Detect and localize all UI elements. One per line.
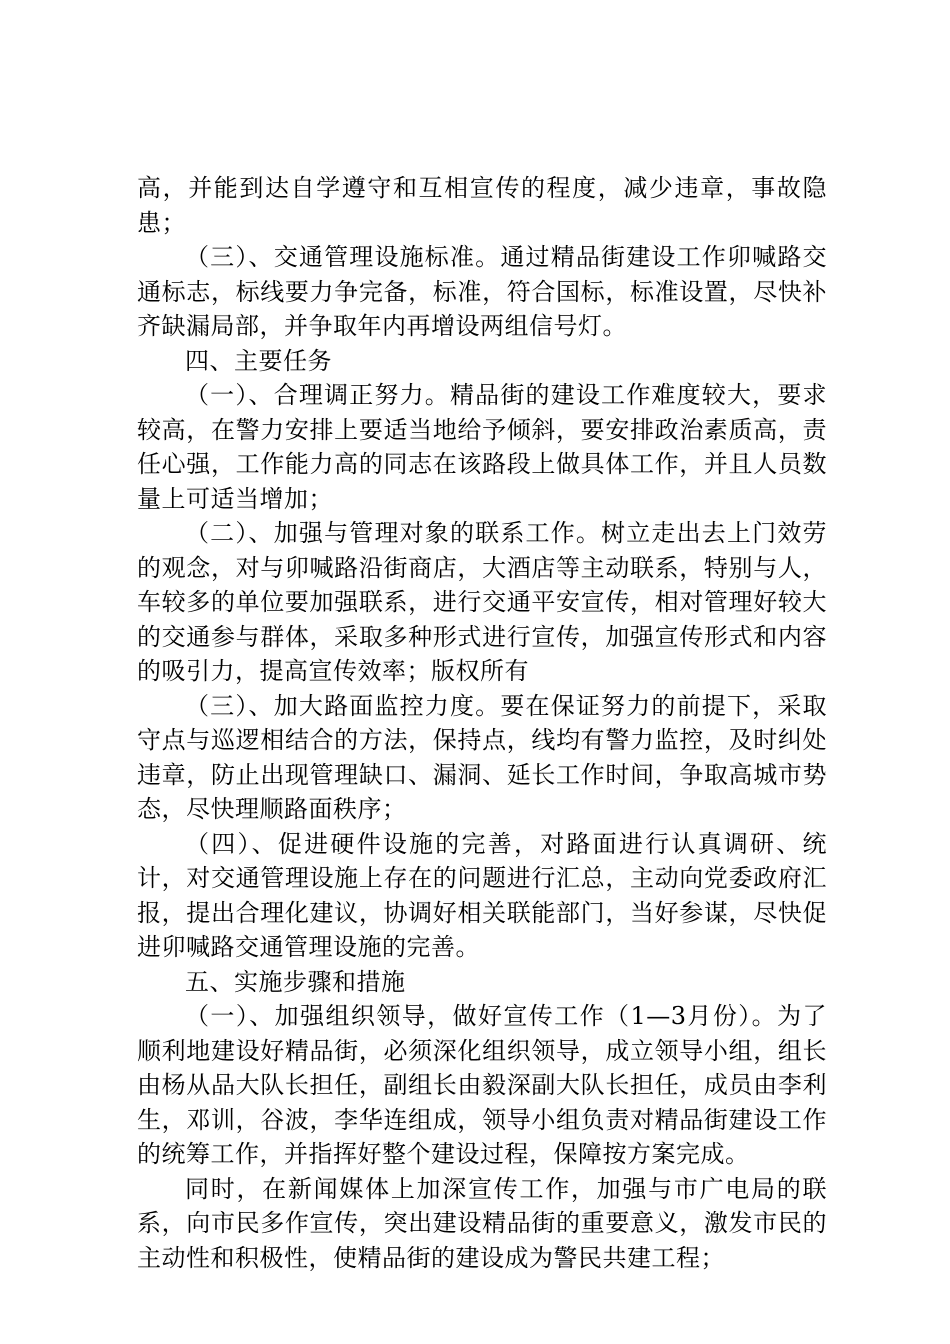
paragraph-task-1: （一）、合理调正努力。精品街的建设工作难度较大，要求较高，在警力安排上要适当地给予倾斜，要安排政治素质高，责任心强，工作能力高的同志在该路段上做具体工作，并且人员数量上可适当增加； — [137, 381, 827, 513]
document-body — [137, 171, 827, 1275]
paragraph-traffic-facility-standard: （三）、交通管理设施标准。通过精品街建设工作卯喊路交通标志，标线要力争完备，标准，符合国标，标准设置，尽快补齐缺漏局部，并争取年内再增设两组信号灯。 — [137, 243, 827, 340]
paragraph-task-3: （三）、加大路面监控力度。要在保证努力的前提下，采取守点与巡逻相结合的方法，保持点，线均有警力监控，及时纠处违章，防止出现管理缺口、漏洞、延长工作时间，争取高城市势态，尽快理顺路面秩序； — [137, 691, 827, 823]
paragraph-media-publicity: 同时，在新闻媒体上加深宣传工作，加强与市广电局的联系，向市民多作宣传，突出建设精品街的重要意义，激发市民的主动性和积极性，使精品街的建设成为警民共建工程； — [137, 1174, 827, 1272]
section-heading-steps-measures: 五、实施步骤和措施 — [185, 967, 406, 996]
section-heading-main-tasks: 四、主要任务 — [185, 346, 332, 375]
paragraph-continuation: 高，并能到达自学遵守和互相宣传的程度，减少违章，事故隐患； — [137, 174, 827, 237]
paragraph-task-4: （四）、促进硬件设施的完善，对路面进行认真调研、统计，对交通管理设施上存在的问题进行汇总，主动向党委政府汇报，提出合理化建议，协调好相关联能部门，当好参谋，尽快促进卯喊路交通管理设施的完善。 — [137, 829, 827, 961]
paragraph-task-2: （二）、加强与管理对象的联系工作。树立走出去上门效劳的观念，对与卯喊路沿街商店，大酒店等主动联系，特别与人，车较多的单位要加强联系，进行交通平安宣传，相对管理好较大的交通参与群体，采取多种形式进行宣传，加强宣传形式和内容的吸引力，提高宣传效率；版权所有 — [137, 519, 827, 685]
paragraph-step-1: （一）、加强组织领导，做好宣传工作（1—3月份）。为了顺利地建设好精品街，必须深化组织领导，成立领导小组，组长由杨从品大队长担任，副组长由毅深副大队长担任，成员由李利生，邓训，谷波，李华连组成，领导小组负责对精品街建设工作的统筹工作，并指挥好整个建设过程，保障按方案完成。 — [137, 1002, 827, 1168]
